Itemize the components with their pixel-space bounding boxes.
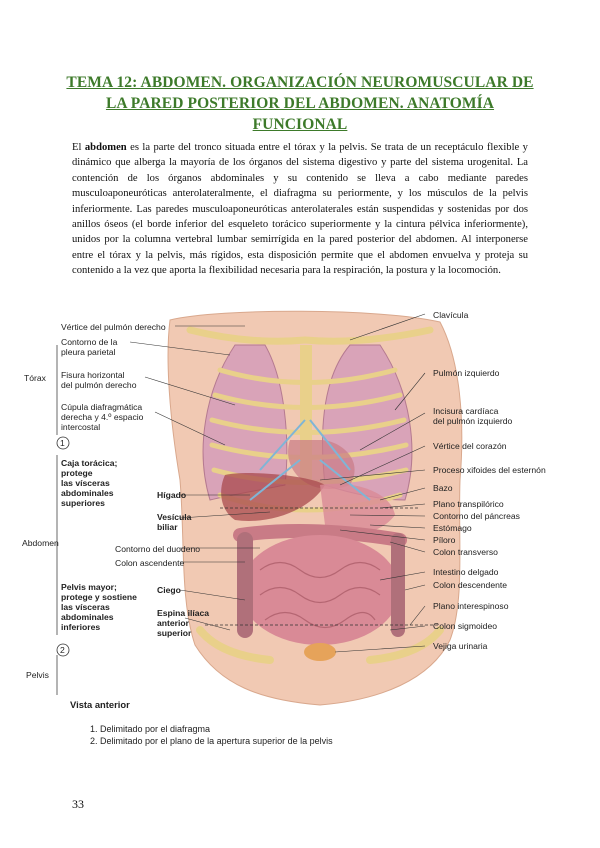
marker-2: 2 bbox=[60, 645, 65, 655]
label-caja-5: superiores bbox=[61, 498, 105, 508]
label-bazo: Bazo bbox=[433, 483, 453, 493]
label-abdomen: Abdomen bbox=[22, 538, 59, 548]
label-colon-transverso: Colon transverso bbox=[433, 547, 498, 557]
label-pelvis-mayor-4: abdominales bbox=[61, 612, 114, 622]
label-contorno-pancreas: Contorno del páncreas bbox=[433, 511, 520, 521]
label-espina-1: Espina ilíaca bbox=[157, 608, 210, 618]
label-clavicula: Clavícula bbox=[433, 310, 469, 320]
label-vista-anterior: Vista anterior bbox=[70, 699, 130, 710]
paragraph-lead: El bbox=[72, 142, 85, 153]
figure-note-2: 2. Delimitado por el plano de la apertura superior de la pelvis bbox=[90, 736, 333, 746]
label-torax: Tórax bbox=[24, 373, 46, 383]
label-cupula-3: intercostal bbox=[61, 422, 101, 432]
label-pelvis-mayor-5: inferiores bbox=[61, 622, 101, 632]
label-caja-3: las vísceras bbox=[61, 478, 110, 488]
label-espina-3: superior bbox=[157, 628, 192, 638]
paragraph-body: es la parte del tronco situada entre el tórax y la pelvis. Se trata de un receptáculo flexible y dinámico que alberga la mayoría de los órganos del sistema digestivo y parte del sistema urogenital. La contención de los órganos abdominales y su contenido se lleva a cabo mediante paredes musculoaponeuróticas anterolateralmente, el diafragma su periormente, y los músculos de la pelvis inferiormente. Las paredes musculoaponeuróticas anterolaterales están suspendidas y sostenidas por dos anillos óseos (el borde inferior del esqueleto torácico superiormente y la cintura pélvica inferiormente), unidos por la columna vertebral lumbar semirrígida en la pared posterior del abdomen. Al interponerse entre el tórax y la pelvis, más rígidos, esta disposición permite que el abdomen envuelva y proteja su contenido a la vez que aporta la flexibilidad necesaria para la respiración, la postura y la locomoción. bbox=[72, 142, 528, 277]
intro-paragraph bbox=[72, 140, 528, 279]
marker-1: 1 bbox=[60, 438, 65, 448]
paragraph-keyword: abdomen bbox=[84, 142, 127, 153]
label-plano-interespinoso: Plano interespinoso bbox=[433, 601, 509, 611]
anatomy-illustration bbox=[20, 300, 590, 750]
label-vertice-corazon: Vértice del corazón bbox=[433, 441, 507, 451]
label-contorno-pleura-2: pleura parietal bbox=[61, 347, 116, 357]
label-pelvis-mayor-1: Pelvis mayor; bbox=[61, 582, 117, 592]
label-vesicula-1: Vesícula bbox=[157, 512, 192, 522]
label-cupula-2: derecha y 4.º espacio bbox=[61, 412, 144, 422]
label-vertice-pulmon-derecho: Vértice del pulmón derecho bbox=[61, 322, 166, 332]
label-contorno-pleura-1: Contorno de la bbox=[61, 337, 118, 347]
anatomy-figure bbox=[20, 300, 590, 750]
label-caja-2: protege bbox=[61, 468, 93, 478]
label-colon-sigmoideo: Colon sigmoideo bbox=[433, 621, 498, 631]
label-proceso-xifoides: Proceso xifoides del esternón bbox=[433, 465, 546, 475]
label-incisura-1: Incisura cardíaca bbox=[433, 406, 499, 416]
label-fisura-1: Fisura horizontal bbox=[61, 370, 125, 380]
label-piloro: Píloro bbox=[433, 535, 456, 545]
label-plano-transpilorico: Plano transpilórico bbox=[433, 499, 504, 509]
label-vesicula-2: biliar bbox=[157, 522, 178, 532]
label-fisura-2: del pulmón derecho bbox=[61, 380, 137, 390]
label-vejiga: Vejiga urinaria bbox=[433, 641, 488, 651]
label-intestino-delgado: Intestino delgado bbox=[433, 567, 499, 577]
page-number: 33 bbox=[72, 797, 84, 811]
label-cupula-1: Cúpula diafragmática bbox=[61, 402, 143, 412]
page-title: TEMA 12: ABDOMEN. ORGANIZACIÓN NEUROMUSCULAR DE LA PARED POSTERIOR DEL ABDOMEN. ANATOMÍA FUNCIONAL bbox=[66, 74, 534, 133]
label-espina-2: anterior bbox=[157, 618, 189, 628]
label-colon-descendente: Colon descendente bbox=[433, 580, 508, 590]
label-caja-1: Caja torácica; bbox=[61, 458, 118, 468]
label-pelvis: Pelvis bbox=[26, 670, 49, 680]
label-ciego: Ciego bbox=[157, 585, 181, 595]
label-contorno-duodeno: Contorno del duodeno bbox=[115, 544, 201, 554]
label-caja-4: abdominales bbox=[61, 488, 114, 498]
label-higado: Hígado bbox=[157, 490, 187, 500]
figure-note-1: 1. Delimitado por el diafragma bbox=[90, 724, 211, 734]
label-pulmon-izquierdo: Pulmón izquierdo bbox=[433, 368, 500, 378]
label-pelvis-mayor-2: protege y sostiene bbox=[61, 592, 137, 602]
label-estomago: Estómago bbox=[433, 523, 472, 533]
label-colon-ascendente: Colon ascendente bbox=[115, 558, 185, 568]
label-pelvis-mayor-3: las vísceras bbox=[61, 602, 110, 612]
label-incisura-2: del pulmón izquierdo bbox=[433, 416, 513, 426]
